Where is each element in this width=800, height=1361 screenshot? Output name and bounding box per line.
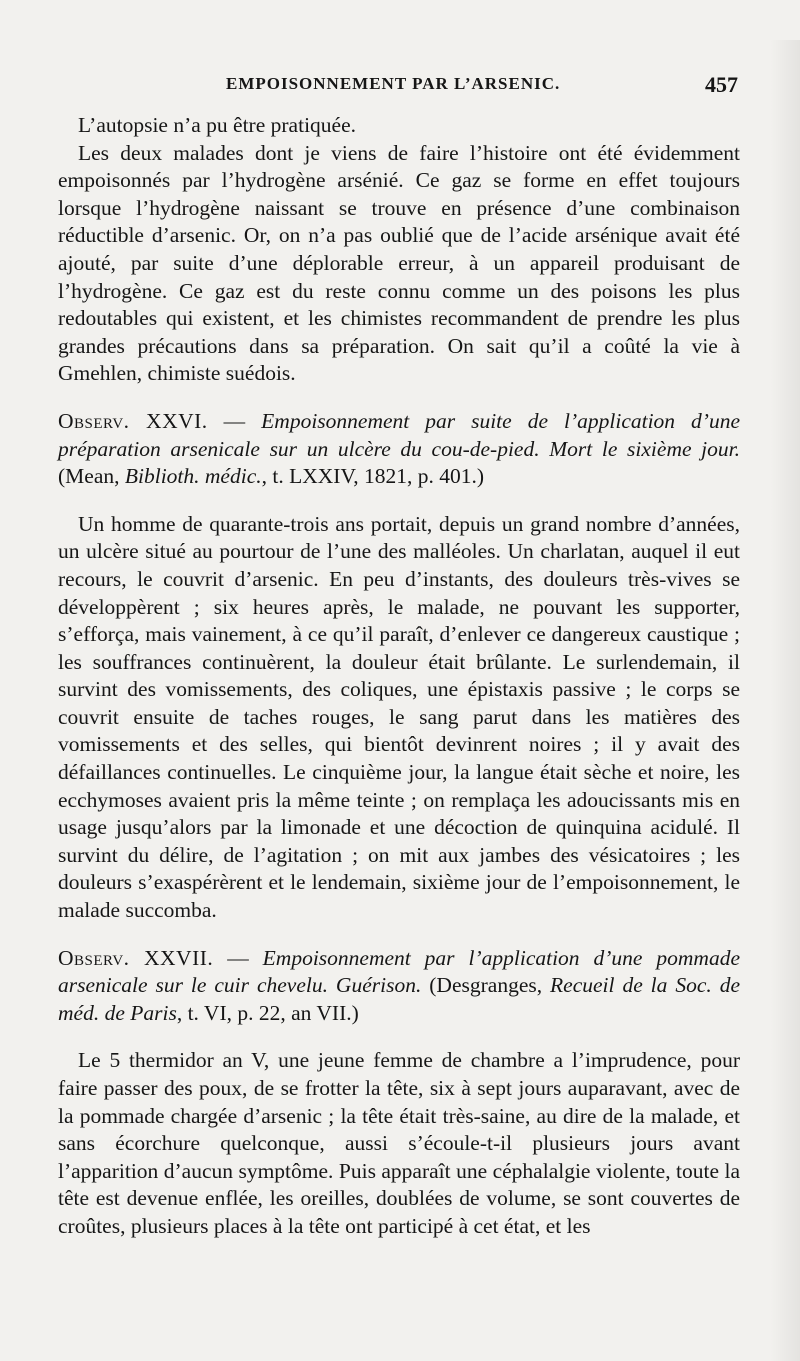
page-number: 457 — [705, 72, 738, 97]
observation-26-body: Un homme de quarante-trois ans portait, depuis un grand nombre d’années, un ulcère situé au pourtour de l’une des malléoles. Un charlatan, auquel il eut recours, le couvrit d’arsenic. En peu d’instants, des douleurs très-vives se développèrent ; six heures après, le malade, ne pouvant les supporter, s’efforça, mais vainement, à ce qu’il paraît, d’enlever ce dangereux caustique ; les souffrances continuèrent, la douleur était brûlante. Le surlendemain, il survint des vomissements, des coliques, une épistaxis passive ; le corps se couvrit ensuite de taches rouges, le sang parut dans les matières des vomissements et des selles, qui bientôt devinrent noires ; il y avait des défaillances continuelles. Le cinquième jour, la langue était sèche et noire, les ecchymoses avaient pris la même teinte ; on remplaça les adoucissants mis en usage jusqu’alors par la limonade et une décoction de quinquina acidulé. Il survint du délire, de l’agitation ; on mit aux jambes des vésicatoires ; les douleurs s’exaspérèrent et le lendemain, sixième jour de l’empoisonnement, le malade succomba. — [58, 511, 740, 923]
observation-title: Empoisonnement par l’application d’une pommade arsenicale sur le cuir chevelu. Guérison. — [58, 945, 740, 998]
observation-dash: — — [213, 945, 263, 970]
page-edge-shadow — [770, 40, 800, 1361]
observation-source-open: (Mean, — [58, 464, 125, 489]
paragraph-discussion: Les deux malades dont je viens de faire l’histoire ont été évidemment empoisonnés par l’hydrogène arsénié. Ce gaz se forme en effet toujours lorsque l’hydrogène naissant se trouve en présence d’une combinaison réductible d’arsenic. Or, on n’a pas oublié que de l’acide arsénique avait été ajouté, par suite d’une déplorable erreur, à un appareil produisant de l’hydrogène. Ce gaz est du reste connu comme un des poisons les plus redoutables qui existent, et les chimistes recommandent de prendre les plus grandes précautions dans sa préparation. On sait qu’il a coûté la vie à Gmehlen, chimiste suédois. — [58, 140, 740, 386]
observation-27-body: Le 5 thermidor an V, une jeune femme de chambre a l’imprudence, pour faire passer des poux, de se frotter la tête, six à sept jours auparavant, avec de la pommade chargée d’arsenic ; la tête était très-saine, au dire de la malade, et sans écorchure quelconque, aussi s’écoule-t-il plusieurs jours avant l’apparition d’aucun symptôme. Puis apparaît une céphalalgie violente, toute la tête est devenue enflée, les oreilles, doublées de volume, se sont couvertes de croûtes, plusieurs places à la tête ont participé à cet état, et les — [58, 1048, 740, 1238]
paragraph-autopsy: L’autopsie n’a pu être pratiquée. — [78, 113, 356, 137]
observation-title: Empoisonnement par suite de l’application d’une préparation arsenicale sur un ulcère du cou-de-pied. Mort le sixième jour. — [58, 408, 741, 461]
observation-source-journal: Recueil de la Soc. de méd. de Paris — [58, 973, 740, 1025]
observation-source-journal: Biblioth. médic. — [124, 464, 262, 489]
observation-source-rest: , t. VI, p. 22, an VII.) — [176, 1000, 359, 1025]
observation-label: Observ. XXVI. — [58, 408, 208, 433]
page-header — [58, 74, 740, 104]
observation-27-heading — [58, 945, 740, 1028]
observation-26-heading — [58, 408, 740, 491]
observation-source-rest: , t. LXXIV, 1821, p. 401.) — [261, 464, 484, 489]
running-head: EMPOISONNEMENT PAR L’ARSENIC. — [226, 74, 561, 93]
observation-dash: — — [207, 408, 262, 433]
observation-source-open: (Desgranges, — [421, 973, 551, 998]
page-body — [58, 112, 740, 1241]
observation-label: Observ. XXVII. — [58, 945, 214, 970]
